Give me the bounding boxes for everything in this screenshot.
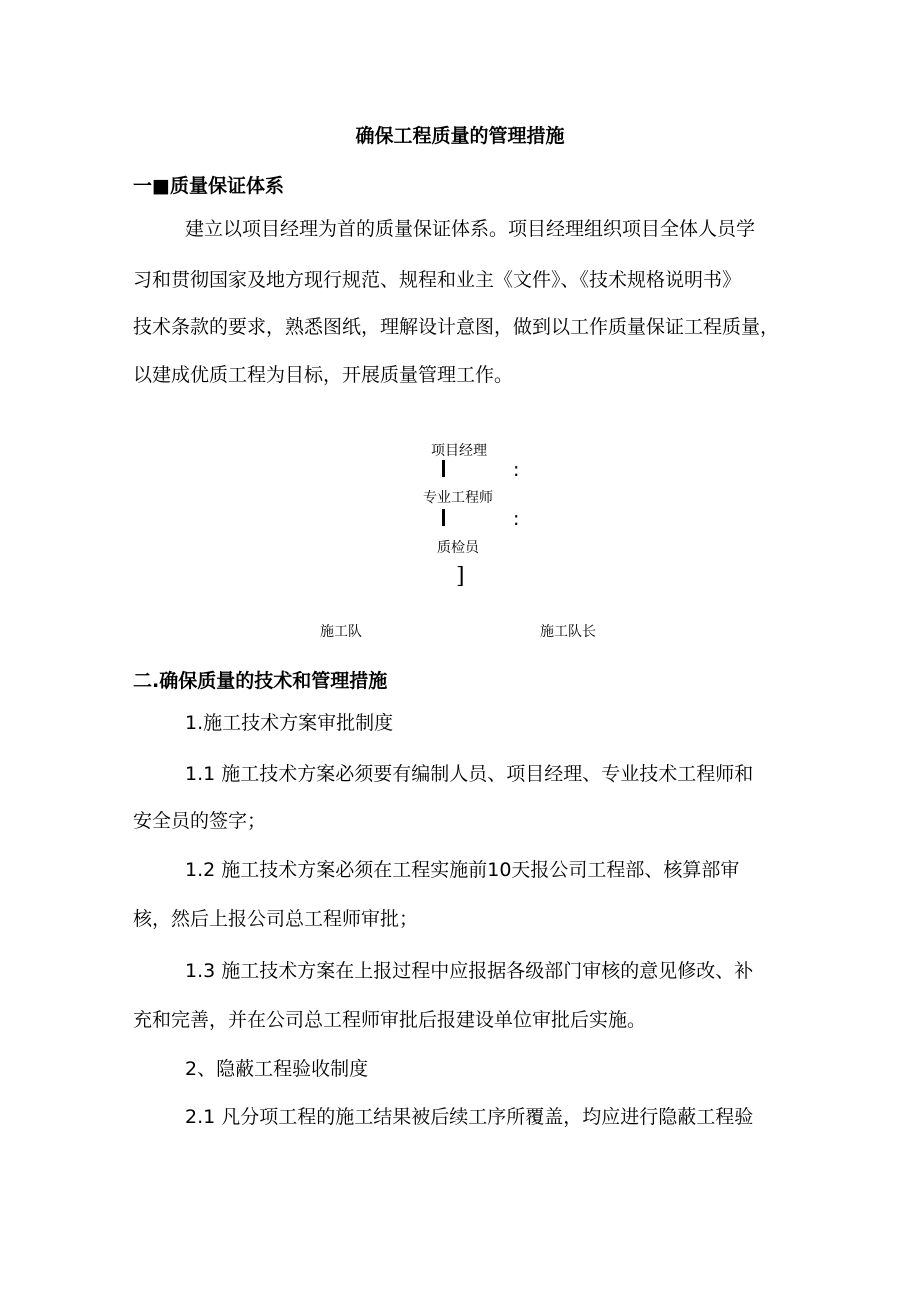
document-title: 确保工程质量的管理措施 <box>355 125 565 147</box>
section1-para-line-2: 习和贯彻国家及地方现行规范、规程和业主《文件》、《技术规格说明书》 <box>133 269 742 291</box>
item-1-1-line-2: 安全员的签字； <box>133 810 267 832</box>
item-1-2-line-2: 核，然后上报公司总工程师审批； <box>133 908 419 930</box>
item-1-2-line-1: 1.2 施工技术方案必须在工程实施前10天报公司工程部、核算部审 <box>185 859 740 881</box>
org-node-project-manager: 项目经理 <box>431 443 487 459</box>
org-node-construction-team: 施工队 <box>320 624 362 640</box>
sub2-heading: 2、隐蔽工程验收制度 <box>185 1058 369 1080</box>
org-node-inspector: 质检员 <box>437 540 479 556</box>
org-connector-colon-2: : <box>513 508 520 530</box>
org-connector-colon-1: : <box>513 459 520 481</box>
org-bracket: ] <box>456 564 465 589</box>
section1-heading: 一■质量保证体系 <box>133 175 284 197</box>
item-1-1-line-1: 1.1 施工技术方案必须要有编制人员、项目经理、专业技术工程师和 <box>185 763 754 785</box>
section2-heading: 二.确保质量的技术和管理措施 <box>133 670 388 692</box>
sub1-heading: 1.施工技术方案审批制度 <box>185 712 394 734</box>
org-node-team-leader: 施工队长 <box>540 624 596 640</box>
item-1-3-line-1: 1.3 施工技术方案在上报过程中应报据各级部门审核的意见修改、补 <box>185 960 754 982</box>
section1-para-line-3: 技术条款的要求，熟悉图纸，理解设计意图，做到以工作质量保证工程质量， <box>133 316 780 338</box>
item-2-1-line-1: 2.1 凡分项工程的施工结果被后续工序所覆盖，均应进行隐蔽工程验 <box>185 1106 754 1128</box>
section1-para-line-1: 建立以项目经理为首的质量保证体系。项目经理组织项目全体人员学 <box>185 218 756 240</box>
org-connector-bar-1 <box>442 460 445 477</box>
item-1-3-line-2: 充和完善，并在公司总工程师审批后报建设单位审批后实施。 <box>133 1009 647 1031</box>
section1-para-line-4: 以建成优质工程为目标，开展质量管理工作。 <box>133 364 514 386</box>
org-node-engineer: 专业工程师 <box>423 490 493 506</box>
org-connector-bar-2 <box>442 509 445 526</box>
